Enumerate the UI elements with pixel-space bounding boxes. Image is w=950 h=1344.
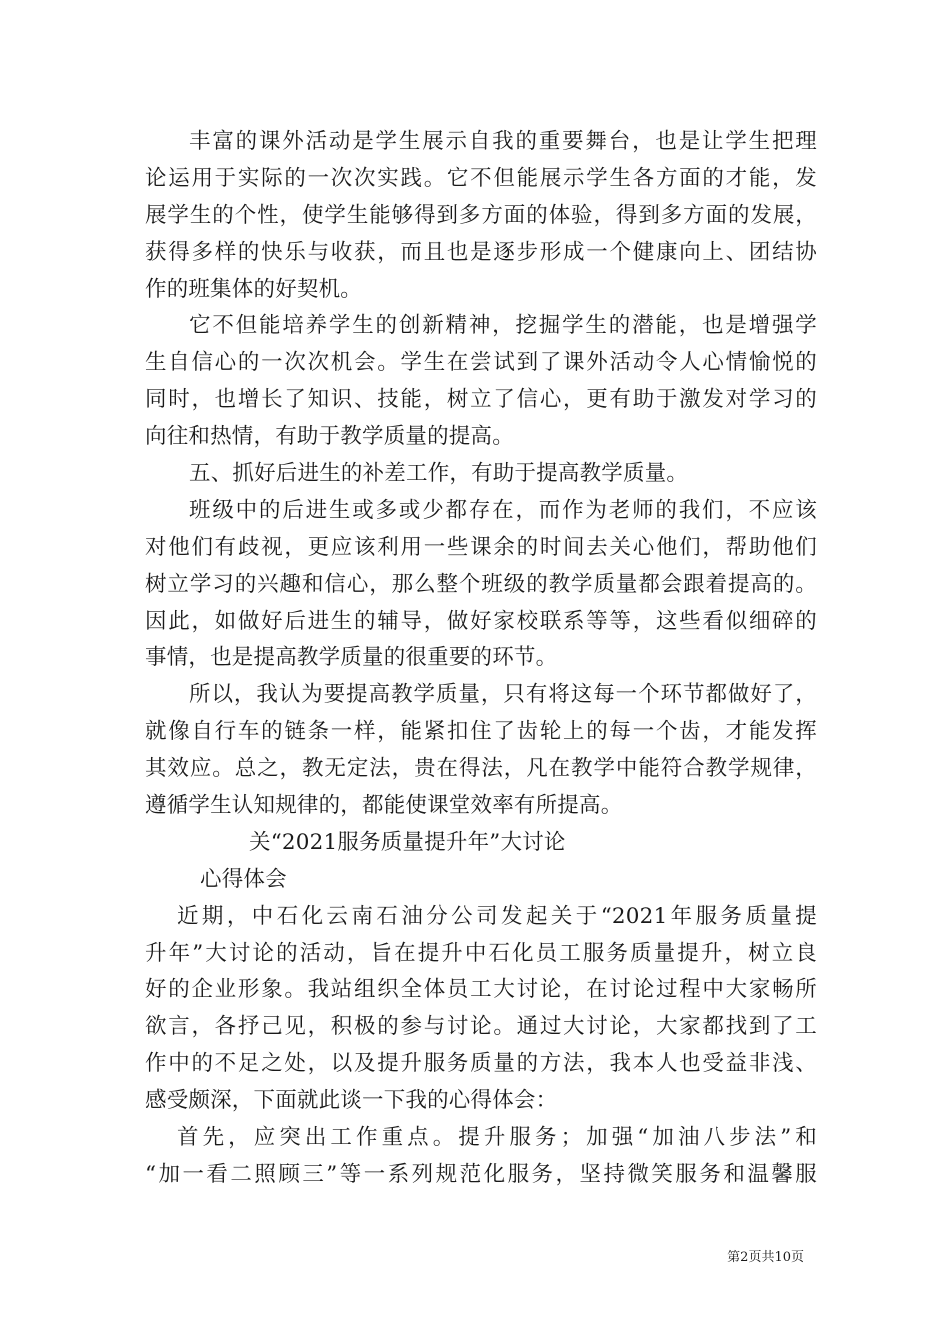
- text-line: 获得多样的快乐与收获，而且也是逐步形成一个健康向上、团结协: [145, 239, 817, 265]
- text-line: 生自信心的一次次机会。学生在尝试到了课外活动令人心情愉悦的: [145, 350, 817, 376]
- text-line: 好的企业形象。我站组织全体员工大讨论，在讨论过程中大家畅所: [145, 977, 817, 1003]
- text-line: 丰富的课外活动是学生展示自我的重要舞台，也是让学生把理: [189, 129, 817, 154]
- text-line: 它不但能培养学生的创新精神，挖掘学生的潜能，也是增强学: [189, 313, 817, 339]
- text-line: 展学生的个性，使学生能够得到多方面的体验，得到多方面的发展，: [145, 202, 817, 228]
- text-line: 首先，应突出工作重点。提升服务；加强“加油八步法”和: [177, 1125, 817, 1151]
- page-number: 第2页共10页: [727, 1250, 804, 1265]
- text-line: 论运用于实际的一次次实践。它不但能展示学生各方面的才能，发: [145, 165, 817, 191]
- section-heading: 五、抓好后进生的补差工作，有助于提高教学质量。: [189, 461, 689, 487]
- text-line: 近期，中石化云南石油分公司发起关于“2021年服务质量提: [177, 903, 817, 929]
- document-body: [145, 124, 817, 1194]
- text-line: 升年”大讨论的活动，旨在提升中石化员工服务质量提升，树立良: [145, 940, 817, 966]
- text-line: 向往和热情，有助于教学质量的提高。: [145, 424, 514, 450]
- text-line: 同时，也增长了知识、技能，树立了信心，更有助于激发对学习的: [145, 387, 817, 413]
- text-line: 感受颇深，下面就此谈一下我的心得体会：: [145, 1088, 558, 1114]
- text-line: 对他们有歧视，更应该利用一些课余的时间去关心他们，帮助他们: [145, 534, 817, 560]
- text-line: 树立学习的兴趣和信心，那么整个班级的教学质量都会跟着提高的。: [145, 571, 817, 597]
- text-line: 遵循学生认知规律的，都能使课堂效率有所提高。: [145, 793, 623, 819]
- text-line: 班级中的后进生或多或少都存在，而作为老师的我们，不应该: [189, 497, 817, 523]
- text-line: 其效应。总之，教无定法，贵在得法，凡在教学中能符合教学规律，: [145, 756, 817, 782]
- text-line: 所以，我认为要提高教学质量，只有将这每一个环节都做好了，: [189, 682, 817, 708]
- text-line: “加一看二照顾三”等一系列规范化服务，坚持微笑服务和温馨服: [145, 1161, 817, 1187]
- text-line: 作中的不足之处，以及提升服务质量的方法，我本人也受益非浅、: [145, 1051, 817, 1077]
- text-line: 作的班集体的好契机。: [145, 276, 363, 302]
- text-line: 就像自行车的链条一样，能紧扣住了齿轮上的每一个齿，才能发挥: [145, 719, 817, 745]
- article-title: 关“2021服务质量提升年”大讨论: [249, 829, 566, 855]
- text-line: 因此，如做好后进生的辅导，做好家校联系等等，这些看似细碎的: [145, 608, 817, 634]
- text-line: 事情，也是提高教学质量的很重要的环节。: [145, 645, 558, 671]
- article-subtitle: 心得体会: [200, 866, 287, 892]
- text-line: 欲言，各抒己见，积极的参与讨论。通过大讨论，大家都找到了工: [145, 1014, 817, 1040]
